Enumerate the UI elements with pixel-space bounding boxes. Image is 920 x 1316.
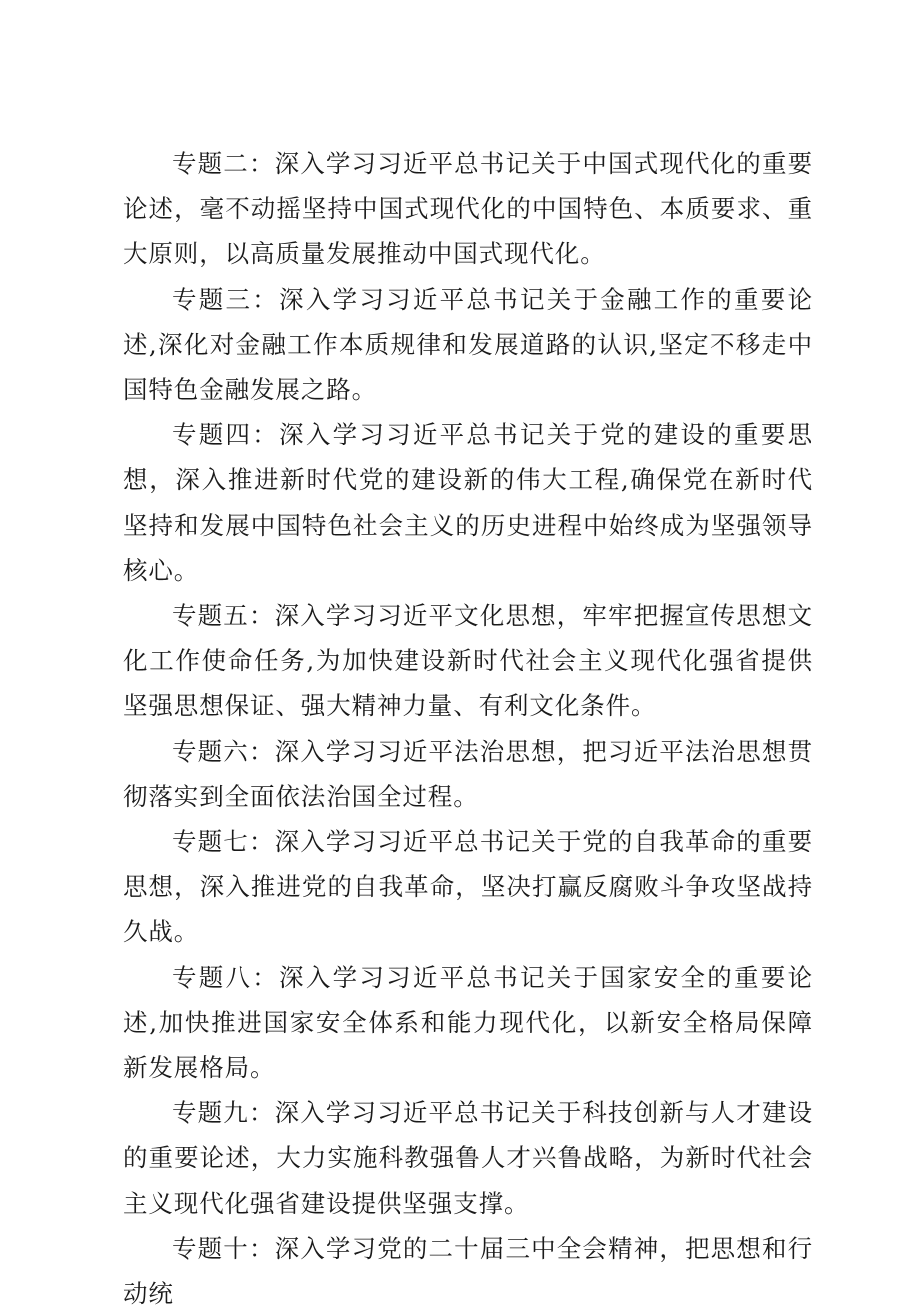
paragraph-topic-9: 专题九：深入学习习近平总书记关于科技创新与人才建设的重要论述，大力实施科教强鲁人才兴鲁战略，为新时代社会主义现代化强省建设提供坚强支撑。: [123, 1098, 813, 1218]
paragraph-topic-8: 专题八：深入学习习近平总书记关于国家安全的重要论述,加快推进国家安全体系和能力现代化，以新安全格局保障新发展格局。: [123, 962, 813, 1083]
paragraph-topic-4: 专题四：深入学习习近平总书记关于党的建设的重要思想，深入推进新时代党的建设新的伟大工程,确保党在新时代坚持和发展中国特色社会主义的历史进程中始终成为坚强领导核心。: [123, 420, 813, 585]
paragraph-topic-6: 专题六：深入学习习近平法治思想，把习近平法治思想贯彻落实到全面依法治国全过程。: [123, 736, 813, 811]
document-body: [123, 141, 813, 1316]
paragraph-topic-3: 专题三：深入学习习近平总书记关于金融工作的重要论述,深化对金融工作本质规律和发展道路的认识,坚定不移走中国特色金融发展之路。: [123, 284, 813, 405]
paragraph-topic-5: 专题五：深入学习习近平文化思想，牢牢把握宣传思想文化工作使命任务,为加快建设新时代社会主义现代化强省提供坚强思想保证、强大精神力量、有利文化条件。: [123, 601, 813, 721]
paragraph-topic-7: 专题七：深入学习习近平总书记关于党的自我革命的重要思想，深入推进党的自我革命，坚决打赢反腐败斗争攻坚战持久战。: [123, 827, 813, 947]
paragraph-topic-10: 专题十：深入学习党的二十届三中全会精神，把思想和行动统: [123, 1233, 813, 1309]
paragraph-topic-2: 专题二：深入学习习近平总书记关于中国式现代化的重要论述，毫不动摇坚持中国式现代化的中国特色、本质要求、重大原则，以高质量发展推动中国式现代化。: [123, 149, 813, 269]
